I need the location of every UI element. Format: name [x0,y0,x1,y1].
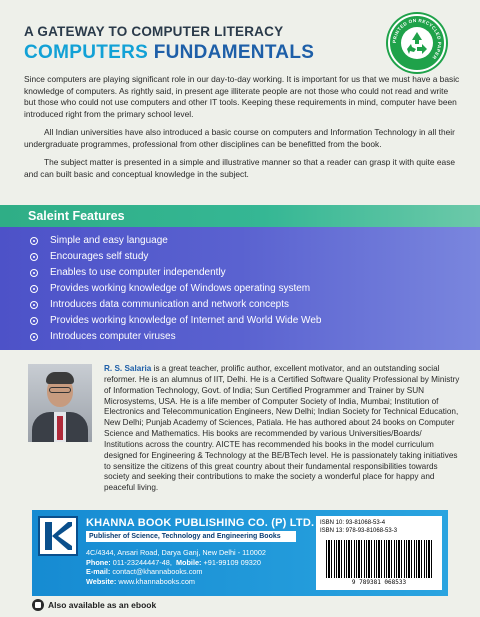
intro-text [24,74,460,187]
publisher-address: 4C/4344, Ansari Road, Darya Ganj, New Delhi - 110002 [86,548,266,557]
bullet-icon [30,333,38,341]
feature-item: Provides working knowledge of Internet and World Wide Web [30,314,321,330]
bullet-icon [30,285,38,293]
bullet-icon [30,253,38,261]
intro-paragraph-2: All Indian universities have also introduced a basic course on computers and Information Technology in all their undergraduate programmes, professional from other disciplines can be benefitted from the book. [24,127,455,149]
publisher-logo-icon [38,516,78,556]
author-photo [28,364,92,442]
bullet-icon [30,237,38,245]
publisher-name: KHANNA BOOK PUBLISHING CO. (P) LTD. [86,517,315,529]
recycle-icon [401,27,433,59]
publisher-tagline: Publisher of Science, Technology and Engineering Books [86,531,296,542]
features-heading: Saleint Features [28,209,125,223]
features-header [0,205,480,227]
publisher-phones: Phone: 011-23244447-48, Mobile: +91-99109 09320 [86,557,261,567]
isbn-10: ISBN 10: 93-81068-53-4 [320,520,386,526]
barcode [326,540,432,578]
feature-item: Provides working knowledge of Windows operating system [30,282,321,298]
recycle-symbol [401,27,433,59]
publisher-website: Website: www.khannabooks.com [86,576,195,586]
isbn-block [316,516,442,590]
bullet-icon [30,301,38,309]
ebook-icon [32,599,44,611]
features-panel [0,227,480,350]
feature-item: Encourages self study [30,250,321,266]
intro-paragraph-3: The subject matter is presented in a simple and illustrative manner so that a reader can grasp it with quite ease and can built basic and conceptual knowledge in the subject. [24,157,456,179]
cover-kicker: A GATEWAY TO COMPUTER LITERACY [24,24,284,39]
feature-item: Enables to use computer independently [30,266,321,282]
isbn-13: ISBN 13: 978-93-81068-53-3 [320,528,398,534]
title-part-1: COMPUTERS [24,42,149,63]
ebook-notice: Also available as an ebook [48,600,157,610]
barcode-number: 9 789381 068533 [351,579,407,586]
feature-item: Simple and easy language [30,234,321,250]
book-title [24,42,314,64]
title-part-2: FUNDAMENTALS [153,42,315,63]
k-logo-icon [40,518,76,554]
author-bio [104,364,460,494]
feature-item: Introduces computer viruses [30,330,321,346]
seal-text: PRINTED ON RECYCLED PAPER [391,17,443,61]
author-bio-text: is a great teacher, prolific author, excellent motivator, and an outstanding social reformer. He is an alumnus of IIT, Delhi. He is a Certified Software Quality Professional by Ministry of Information Technology, Govt. of India; Sun Certified Programmer and Trainer by SUN Microsystems, USA. He is a life member of Computer Society of India, Mumbai; Institution of Electronics and Telecommunication Engineers, New Delhi; Indian Society for Technical Education, New Delhi; Punjab Academy of Sciences, Patiala. He has authored about 24 books on Computer Science and Mathematics. His books are recommended by various Universities/Boards/ Institutions across the country. AICTE has recommended his books in the model curriculum designed for Engineering & Technology at the BE/BTech level. He is passionately taking initiatives to sensitize the citizens of this great country about their fundamental responsibilities towards society and seeking their contributions to make the society a wonderful place for happy and peaceful living. [104,364,460,493]
author-name: R. S. Salaria [104,364,152,373]
feature-item: Introduces data communication and network concepts [30,298,321,314]
bullet-icon [30,317,38,325]
publisher-email: E-mail: contact@khannabooks.com [86,567,203,577]
intro-paragraph-1: Since computers are playing significant role in our day-to-day working. It is important for us that we must have a basic knowledge of computers. As rightly said, in present age illiterate people are not those who could not read and write but those who could not use computers and other IT tools. Keeping these requirements in mind, computer have been introduced right from the primary school level. [24,74,460,119]
publisher-box [32,510,448,596]
bullet-icon [30,269,38,277]
recycled-paper-seal-icon [388,14,446,72]
features-list [30,234,321,346]
publisher-contact [86,548,266,586]
